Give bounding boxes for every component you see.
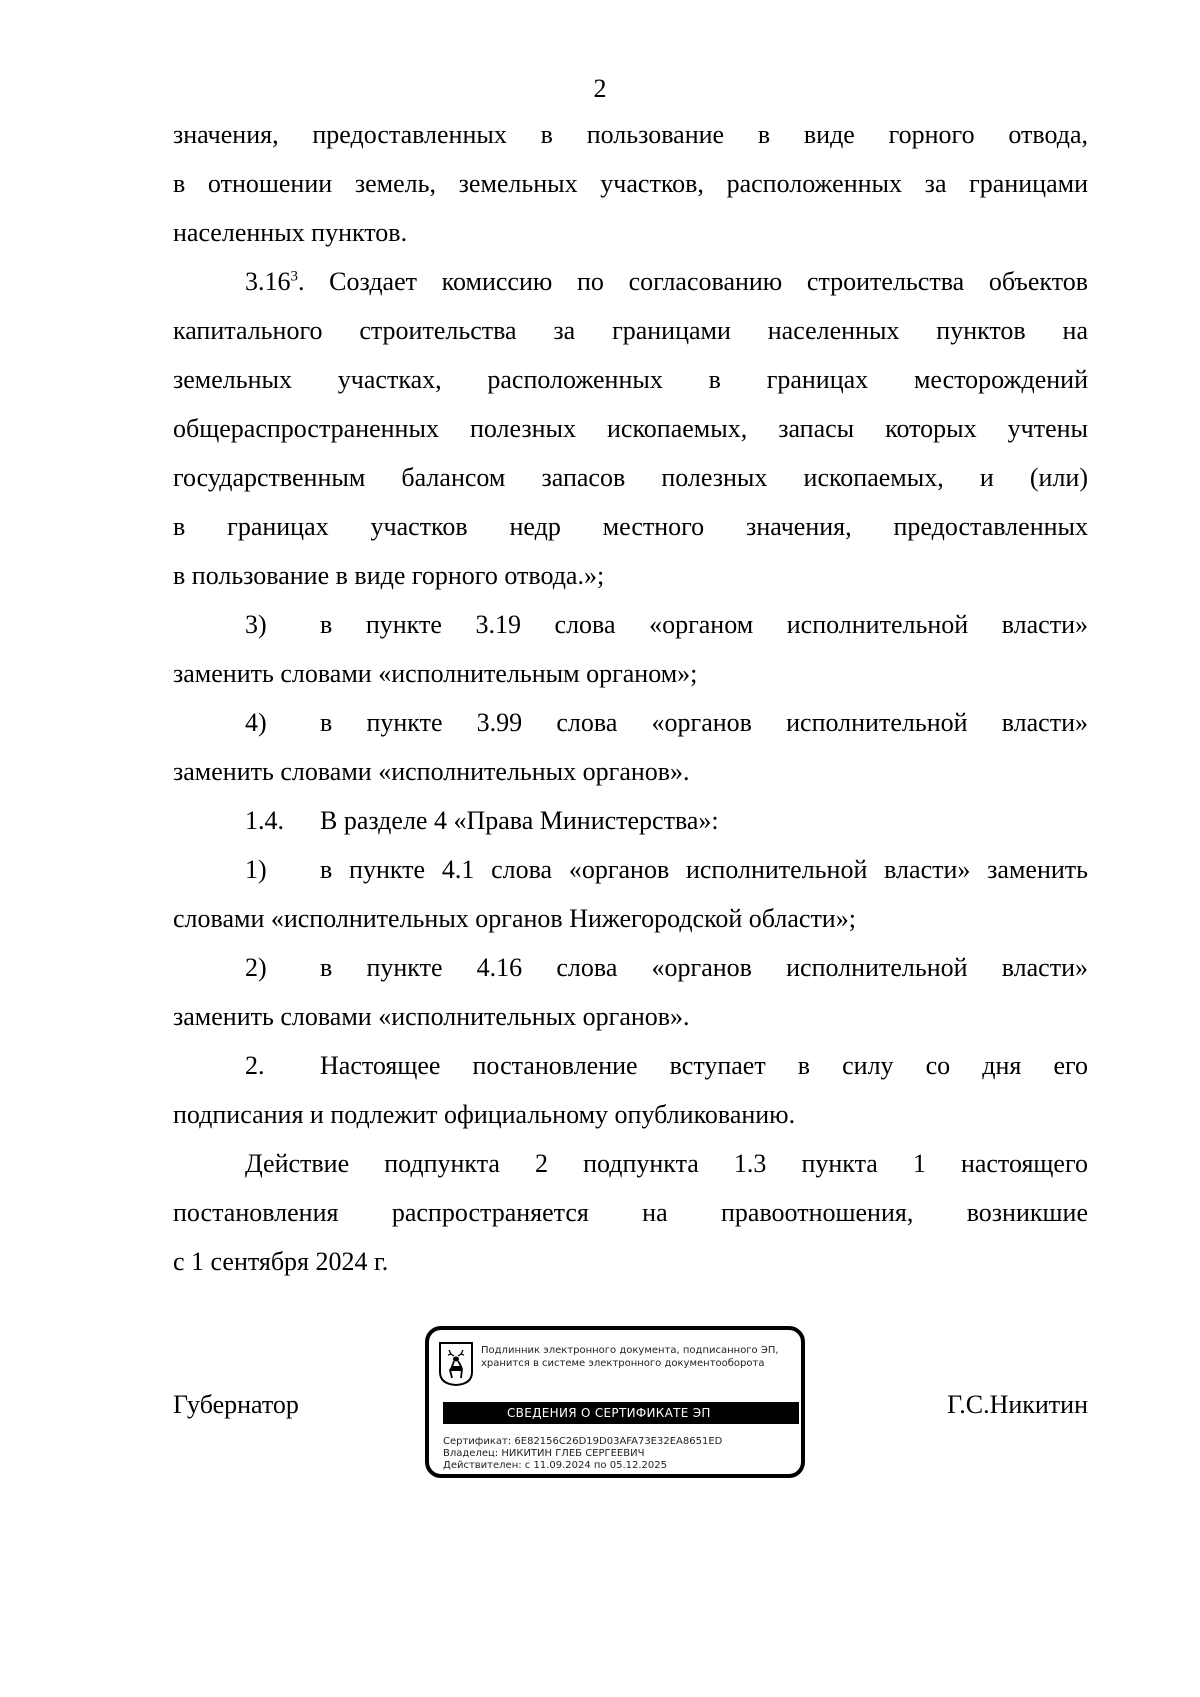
document-body bbox=[173, 110, 1088, 1286]
clause-text: . Создает комиссию по согласованию строительства объектов bbox=[298, 267, 1088, 296]
item-number: 1) bbox=[245, 855, 267, 884]
text-line bbox=[173, 845, 1088, 894]
text-line: заменить словами «исполнительных органов». bbox=[173, 1002, 690, 1031]
text-line: в отношении земель, земельных участков, расположенных за границами bbox=[173, 169, 1088, 198]
text-line: населенных пунктов. bbox=[173, 218, 408, 247]
deer-coat-of-arms-icon bbox=[439, 1342, 473, 1386]
text-line bbox=[173, 796, 1088, 845]
text-line: земельных участках, расположенных в границах месторождений bbox=[173, 365, 1088, 394]
signer-position: Губернатор bbox=[173, 1390, 299, 1419]
text-line bbox=[173, 600, 1088, 649]
item-number: 3) bbox=[245, 610, 267, 639]
text-line: подписания и подлежит официальному опубликованию. bbox=[173, 1100, 796, 1129]
text-line bbox=[173, 1041, 1088, 1090]
signer-name: Г.С.Никитин bbox=[947, 1390, 1088, 1419]
text-line: постановления распространяется на правоотношения, возникшие bbox=[173, 1198, 1088, 1227]
text-line: значения, предоставленных в пользование в виде горного отвода, bbox=[173, 120, 1088, 149]
item-text: В разделе 4 «Права Министерства»: bbox=[320, 806, 719, 835]
item-number: 1.4. bbox=[245, 806, 284, 835]
certificate-number: Сертификат: 6E82156C26D19D03AFA73E32EA8651ED bbox=[443, 1436, 723, 1447]
text-line bbox=[173, 943, 1088, 992]
paragraph-effect bbox=[173, 1139, 1088, 1286]
signature-block bbox=[0, 1326, 1200, 1486]
stamp-note-line: хранится в системе электронного документооборота bbox=[481, 1358, 765, 1369]
paragraph-item-4 bbox=[173, 698, 1088, 796]
paragraph-1-4 bbox=[173, 796, 1088, 845]
item-number: 2. bbox=[245, 1051, 265, 1080]
item-text: в пункте 4.1 слова «органов исполнительной власти» заменить bbox=[320, 855, 1088, 884]
item-number: 2) bbox=[245, 953, 267, 982]
certificate-owner: Владелец: НИКИТИН ГЛЕБ СЕРГЕЕВИЧ bbox=[443, 1448, 645, 1459]
paragraph-2 bbox=[173, 1041, 1088, 1139]
item-text: Настоящее постановление вступает в силу со дня его bbox=[320, 1051, 1088, 1080]
paragraph-3-16-3 bbox=[173, 257, 1088, 600]
paragraph-continuation bbox=[173, 110, 1088, 257]
text-line bbox=[173, 698, 1088, 747]
text-line: капитального строительства за границами населенных пунктов на bbox=[173, 316, 1088, 345]
page-number: 2 bbox=[593, 74, 607, 103]
clause-superscript: 3 bbox=[290, 268, 298, 285]
stamp-details bbox=[443, 1436, 799, 1472]
item-text: в пункте 4.16 слова «органов исполнительной власти» bbox=[320, 953, 1088, 982]
paragraph-item-2 bbox=[173, 943, 1088, 1041]
electronic-signature-stamp bbox=[425, 1326, 805, 1478]
text-line: в пользование в виде горного отвода.»; bbox=[173, 561, 605, 590]
item-text: в пункте 3.99 слова «органов исполнительной власти» bbox=[320, 708, 1088, 737]
item-text: в пункте 3.19 слова «органом исполнительной власти» bbox=[320, 610, 1088, 639]
certificate-validity: Действителен: с 11.09.2024 по 05.12.2025 bbox=[443, 1460, 667, 1471]
text-line: заменить словами «исполнительным органом»; bbox=[173, 659, 698, 688]
stamp-note bbox=[481, 1344, 799, 1370]
clause-number: 3.16 bbox=[245, 267, 291, 296]
text-line: Действие подпункта 2 подпункта 1.3 пункта 1 настоящего bbox=[245, 1149, 1088, 1178]
text-line: общераспространенных полезных ископаемых, запасы которых учтены bbox=[173, 414, 1088, 443]
text-line: государственным балансом запасов полезных ископаемых, и (или) bbox=[173, 463, 1088, 492]
paragraph-item-1 bbox=[173, 845, 1088, 943]
text-line: в границах участков недр местного значения, предоставленных bbox=[173, 512, 1088, 541]
stamp-note-line: Подлинник электронного документа, подписанного ЭП, bbox=[481, 1345, 779, 1356]
text-line: с 1 сентября 2024 г. bbox=[173, 1247, 389, 1276]
text-line: словами «исполнительных органов Нижегородской области»; bbox=[173, 904, 856, 933]
paragraph-item-3 bbox=[173, 600, 1088, 698]
text-line bbox=[173, 257, 1088, 306]
stamp-banner: СВЕДЕНИЯ О СЕРТИФИКАТЕ ЭП bbox=[443, 1402, 799, 1424]
item-number: 4) bbox=[245, 708, 267, 737]
text-line: заменить словами «исполнительных органов». bbox=[173, 757, 690, 786]
